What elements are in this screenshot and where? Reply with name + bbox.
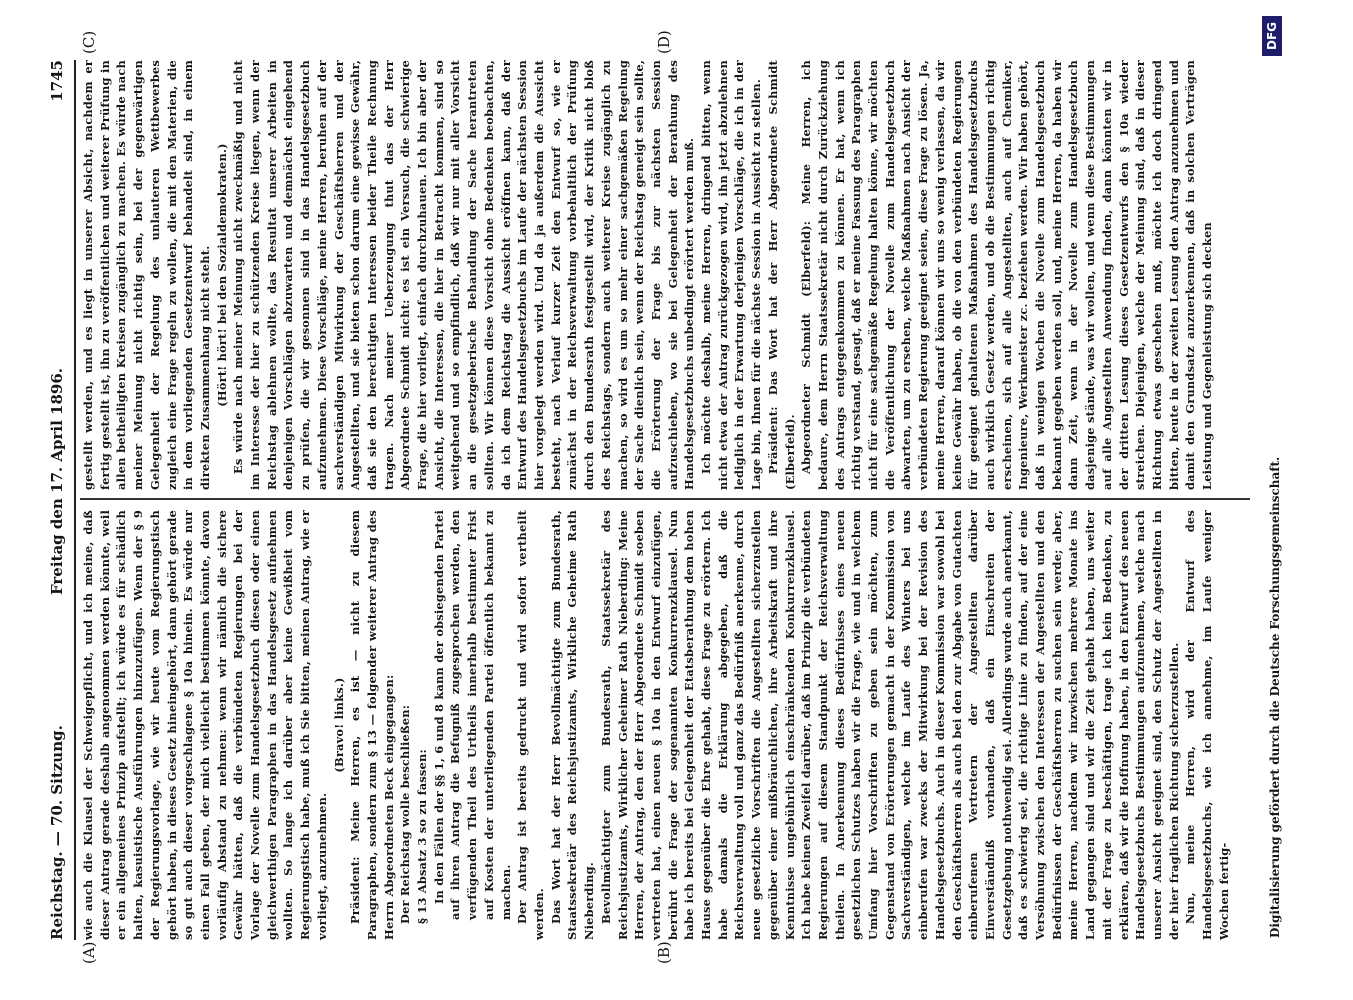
margin-marker-b: (B) bbox=[655, 941, 673, 964]
paragraph: Abgeordneter Schmidt (Elberfeld): Meine Herren, ich bedaure, dem Herrn Staatssekretär nicht durch Zurückziehung des Antrags entgegenkommen zu können. Er hat, wenn ich richtig verstand, gesagt, daß er meine Fassung des Paragraphen nicht für eine sachgemäße Regelung halten könne, wir möchten die Veröffentlichung der Novelle zum Handelsgesetzbuch abwarten, um zu ersehen, welche Maßnahmen nach Ansicht der verbündeten Regierung geeignet seien, diese Frage zu lösen. Ja, meine Herren, darauf können wir uns so wenig verlassen, da wir keine Gewähr haben, ob die von den verbündeten Regierungen für geeignet gehaltenen Maßnahmen des Handelsgesetzbuchs auch wirklich Gesetz werden, und ob die Bestimmungen richtig erscheinen, sich auf alle Angestellten, auch auf Chemiker, Ingenieure, Werkmeister zc. beziehen werden. Wir haben gehört, daß in wenigen Wochen die Novelle zum Handelsgesetzbuch bekannt gegeben werden soll, und, meine Herren, da haben wir dann Zeit, wenn in der Novelle zum Handelsgesetzbuch dasjenige stände, was wir wollen, und wenn diese Bestimmungen auf alle Angestellten Anwendung finden, dann könnten wir in der dritten Lesung dieses Gesetzentwurfs den § 10a wieder streichen. Diejenigen, welche der Meinung sind, daß in dieser Richtung etwas geschehen muß, möchte ich doch dringend bitten, heute in der zweiten Lesung den Antrag anzunehmen und damit den Grundsatz anzuerkennen, daß in solchen Verträgen Leistung und Gegenleistung sich decken bbox=[799, 60, 1215, 490]
header-session: Reichstag. — 70. Sitzung. bbox=[48, 725, 66, 940]
dfg-logo: DFG bbox=[1262, 16, 1282, 56]
right-column bbox=[80, 60, 1216, 490]
page-number: 1745 bbox=[48, 60, 66, 102]
paragraph: gestellt werden, und es liegt in unserer Absicht, nachdem er fertig gestellt ist, ihn zu veröffentlichen und weiterer Prüfung in allen betheiligten Kreisen zugänglich zu machen. Es würde nach meiner Meinung nicht richtig sein, bei der gegenwärtigen Gelegenheit der Regelung des unlauteren Wettbewerbes zugleich eine Frage regeln zu wollen, die mit den Materien, die in dem vorliegenden Gesetzentwurf behandelt sind, in einem direkten Zusammenhang nicht steht. bbox=[81, 60, 212, 490]
interjection: (Bravo! links.) bbox=[331, 677, 346, 773]
paragraph: Der Reichstag wolle beschließen: bbox=[398, 704, 413, 924]
paragraph: Präsident: Meine Herren, es ist — nicht zu diesem Paragraphen, sondern zum § 13 — folgender weiterer Antrag des Herrn Abgeordneten Beck eingegangen: bbox=[348, 510, 396, 940]
paragraph: Ich möchte deshalb, meine Herren, dringend bitten, wenn nicht etwa der Antrag zurückgezogen wird, ihn jetzt abzulehnen lediglich in der Erwartung derjenigen Vorschläge, die ich in der Lage bin, Ihnen für die nächste Session in Aussicht zu stellen. bbox=[699, 60, 764, 490]
paragraph: Nun, meine Herren, wird der Entwurf des Handelsgesetzbuchs, wie ich annehme, im Laufe weniger Wochen fertig- bbox=[1183, 510, 1231, 940]
paragraph: Bevollmächtigter zum Bundesrath, Staatssekretär des Reichsjustizamts, Wirklicher Geheimer Rath Nieberding: Meine Herren, der Antrag, den der Herr Abgeordnete Schmidt soeben vertreten hat, einen neuen § 10a in den Entwurf einzufügen, berührt die Frage der sogenannten Konkurrenzklausel. Nun habe ich bereits bei Gelegenheit der Etatsberathung dem hohen Hause gegenüber die Ehre gehabt, diese Frage zu erörtern. Ich habe damals die Erklärung abgegeben, daß die Reichsverwaltung voll und ganz das Bedürfniß anerkenne, durch neue gesetzliche Vorschriften die Angestellten sicherzustellen gegenüber einer mißbräuchlichen, ihre Arbeitskraft und ihre Kenntnisse ungebührlich einschränkenden Konkurrenzklausel. Ich habe keinen Zweifel darüber, daß im Prinzip die verbündeten Regierungen auf diesem Standpunkt der Reichsverwaltung theilen. In Anerkennung dieses Bedürfnisses eines neuen gesetzlichen Schutzes haben wir die Frage, wie und in welchem Umfang hier Vorschriften zu geben sein möchten, zum Gegenstand von Erörterungen gemacht in der Kommission von Sachverständigen, welche im Laufe des Winters bei uns einberufen war zwecks der Mitwirkung bei der Revision des Handelsgesetzbuchs. Auch in dieser Kommission war sowohl bei den Geschäftsherren als auch bei den zur Abgabe von Gutachten einberufenen Vertretern der Angestellten darüber Einverständniß vorhanden, daß ein Einschreiten der Gesetzgebung nothwendig sei. Allerdings wurde auch anerkannt, daß es schwierig sei, die richtige Linie zu finden, auf der eine Versöhnung zwischen den Interessen der Angestellten und den Bedürfnissen der Geschäftsherren zu suchen sein werde; aber, meine Herren, nachdem wir inzwischen mehrere Monate ins Land gegangen sind und wir die Zeit gehabt haben, uns weiter mit der Frage zu beschäftigen, trage ich kein Bedenken, zu erklären, daß wir die Hoffnung haben, in den Entwurf des neuen Handelsgesetzbuchs Bestimmungen aufzunehmen, welche nach unserer Ansicht geeignet sind, den Schutz der Angestellten in der hier fraglichen Richtung sicherzustellen. bbox=[598, 510, 1181, 940]
column-separator bbox=[80, 498, 1250, 500]
paragraph: Der Antrag ist bereits gedruckt und wird sofort vertheilt werden. bbox=[515, 510, 546, 940]
margin-marker-c: (C) bbox=[80, 30, 98, 54]
paragraph: § 13 Absatz 3 so zu fassen: bbox=[415, 749, 430, 924]
header-date: Freitag den 17. April 1896. bbox=[48, 368, 66, 595]
running-head bbox=[48, 60, 72, 940]
paragraph: In den Fällen der §§ 1, 6 und 8 kann der obsiegenden Partei auf ihren Antrag die Befugniß zugesprochen werden, den verfügenden Theil des Urtheils innerhalb bestimmter Frist auf Kosten der unterliegenden Partei öffentlich bekannt zu machen. bbox=[431, 510, 513, 920]
paragraph: Es würde nach meiner Meinung nicht zweckmäßig und nicht im Interesse der hier zu schützenden Kreise liegen, wenn der Reichstag ablehnen wollte, das Resultat unserer Arbeiten in denjenigen Vorschlägen abzuwarten und demnächst eingehend zu prüfen, die wir gesonnen sind in das Handelsgesetzbuch aufzunehmen. Diese Vorschläge, meine Herren, beruhen auf der sachverständigen Mitwirkung der Geschäftsherren und der Angestellten, und sie bieten schon darum eine gewisse Gewähr, daß sie den berechtigten Interessen beider Theile Rechnung tragen. Nach meiner Ueberzeugung thut das der Herr Abgeordnete Schmidt nicht: es ist ein Versuch, die schwierige Frage, die hier vorliegt, einfach durchzuhauen. Ich bin aber der Ansicht, die Interessen, die hier in Betracht kommen, sind so weitgehend und so empfindlich, daß wir nur mit aller Vorsicht an die gesetzgeberische Behandlung der Sache herantreten sollten. Wir können diese Vorsicht ohne Bedenken beobachten, da ich dem Reichstag die Aussicht eröffnen kann, daß der Entwurf des Handelsgesetzbuchs im Laufe der nächsten Session hier vorgelegt werden wird. Und da ja außerdem die Aussicht besteht, nach Verlauf kurzer Zeit den Entwurf so, wie er zunächst in der Reichsverwaltung vorbehaltlich der Prüfung durch den Bundesrath festgestellt wird, der Kritik nicht bloß des Reichstags, sondern auch weiterer Kreise zugänglich zu machen, so wird es um so mehr einer sachgemäßen Regelung der Sache dienlich sein, wenn der Reichstag geneigt sein sollte, die Erörterung der Frage bis zur nächsten Session aufzuschieben, wo sie bei Gelegenheit der Berathung des Handelsgesetzbuchs unbedingt erörtert werden muß. bbox=[231, 60, 697, 490]
paragraph: Präsident: Das Wort hat der Herr Abgeordnete Schmidt (Elberfeld). bbox=[765, 60, 797, 490]
margin-marker-d: (D) bbox=[655, 30, 673, 54]
paragraph: wie auch die Klausel der Schweigepflicht, und ich meine, daß dieser Antrag gerade deshalb angenommen werden könnte, weil er ein allgemeines Prinzip aufstellt; ich würde es für schädlich halten, kasuistische Ausführungen hinzuzufügen. Wenn der § 9 der Regierungsvorlage, wie wir heute vom Regierungstisch gehört haben, in dieses Gesetz hineingehört, dann gehört gerade so gut auch dieser vorgeschlagene § 10a hinein. Es würde nur einen Fall geben, der mich vielleicht bestimmen könnte, davon vorläufig Abstand zu nehmen: wenn wir nämlich die sichere Gewähr hätten, daß die verbündeten Regierungen bei der Vorlage der Novelle zum Handelsgesetzbuch diesen oder einen gleichwerthigen Paragraphen in das Handelsgesetz aufnehmen wollten. So lange ich darüber aber keine Gewißheit vom Regierungstisch habe, muß ich Sie bitten, meinen Antrag, wie er vorliegt, anzunehmen. bbox=[81, 510, 329, 940]
margin-marker-a: (A) bbox=[80, 941, 98, 964]
header-rule bbox=[74, 60, 76, 940]
digitization-note: Digitalisierung gefördert durch die Deutsche Forschungsgemeinschaft. bbox=[1268, 456, 1282, 938]
left-column bbox=[80, 510, 1233, 940]
paragraph: Das Wort hat der Herr Bevollmächtigte zum Bundesrath, Staatssekretär des Reichsjustizamts, Wirkliche Geheime Rath Nieberding. bbox=[548, 510, 597, 940]
interjection: (Hört! hört! bei den Sozialdemokraten.) bbox=[214, 143, 229, 407]
